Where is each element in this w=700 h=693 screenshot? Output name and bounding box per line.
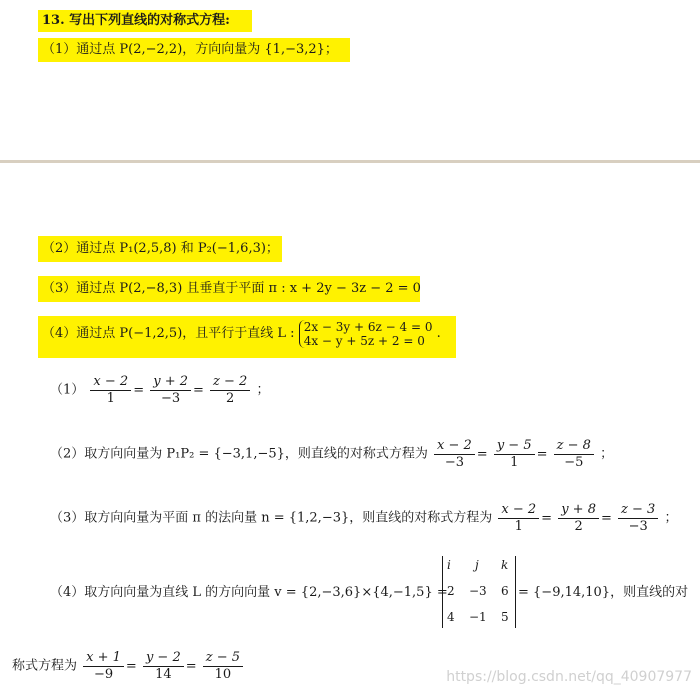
answer-2-text: （2）取方向向量为 P₁P₂ = {−3,1,−5}，则直线的对称式方程为: [50, 446, 428, 462]
a4-frac-z: $\frac{z - 5}{10}$: [203, 650, 243, 683]
question-2: （2）通过点 P₁(2,5,8) 和 P₂(−1,6,3)；: [42, 241, 279, 256]
a3-frac-z: $\frac{z - 3}{-3}$: [618, 502, 658, 535]
det-cell: 5: [501, 610, 509, 624]
a3-frac-y: $\frac{y + 8}{2}$: [558, 502, 599, 535]
question-4-prefix: （4）通过点 P(−1,2,5)，且平行于直线 L :: [42, 326, 295, 341]
answer-2-end: ；: [600, 446, 614, 462]
line-L-eq1: 2x − 3y + 6z − 4 = 0: [303, 320, 433, 334]
a2-frac-y: $\frac{y - 5}{1}$: [494, 438, 535, 471]
det-cell: 4: [447, 610, 455, 624]
answer-4-text: （4）取方向向量为直线 L 的方向向量 v = {2,−3,6}×{4,−1,5} =: [50, 585, 448, 600]
answer-3-end: ；: [664, 510, 678, 526]
a4-frac-x: $\frac{x + 1}{-9}$: [83, 650, 124, 683]
a1-frac-y: $\frac{y + 2}{-3}$: [150, 374, 191, 407]
det-cell: 6: [501, 584, 509, 598]
determinant: [442, 556, 516, 628]
det-cell: i: [447, 558, 451, 572]
question-4-suffix: .: [436, 326, 441, 341]
a2-frac-x: $\frac{x - 2}{-3}$: [434, 438, 475, 471]
det-cell: j: [475, 558, 479, 572]
det-cell: 2: [447, 584, 455, 598]
a1-frac-x: $\frac{x - 2}{1}$: [90, 374, 131, 407]
a2-frac-z: $\frac{z - 8}{-5}$: [554, 438, 594, 471]
answer-3-text: （3）取方向向量为平面 π 的法向量 n = {1,2,−3}，则直线的对称式方程为: [50, 510, 493, 526]
answer-2: （2）取方向向量为 P₁P₂ = {−3,1,−5}，则直线的对称式方程为 $\frac{x - 2}{-3}$ = $\frac{y - 5}{1}$ = $\frac{z - 8}{-5}$ ；: [50, 438, 614, 470]
answer-1: （1） $\frac{x - 2}{1}$ = $\frac{y + 2}{-3}$ = $\frac{z - 2}{2}$ ；: [50, 374, 270, 406]
answer-1-end: ；: [256, 382, 270, 398]
question-1: （1）通过点 P(2,−2,2)，方向向量为 {1,−3,2}；: [42, 42, 338, 57]
a4-frac-y: $\frac{y - 2}{14}$: [143, 650, 184, 683]
answer-4-cont-text: 称式方程为: [12, 658, 78, 674]
watermark: https://blog.csdn.net/qq_40907977: [446, 669, 692, 685]
det-cell: k: [501, 558, 509, 572]
a1-frac-z: $\frac{z - 2}{2}$: [210, 374, 250, 407]
line-L-eq2: 4x − y + 5z + 2 = 0: [303, 334, 425, 348]
page-separator: [0, 160, 700, 163]
problem-title: 13. 写出下列直线的对称式方程:: [42, 13, 230, 28]
answer-1-label: （1）: [50, 382, 85, 398]
det-cell: −1: [469, 610, 487, 624]
question-3: （3）通过点 P(2,−8,3) 且垂直于平面 π : x + 2y − 3z − 2 = 0: [42, 281, 421, 296]
det-cell: −3: [469, 584, 487, 598]
line-L-system: [299, 320, 433, 348]
question-4: [42, 320, 441, 348]
a3-frac-x: $\frac{x - 2}{1}$: [498, 502, 539, 535]
answer-4-result: = {−9,14,10}，则直线的对: [518, 585, 689, 600]
answer-3: （3）取方向向量为平面 π 的法向量 n = {1,2,−3}，则直线的对称式方程为 $\frac{x - 2}{1}$ = $\frac{y + 8}{2}$ = $\frac{z - 3}{-3}$ ；: [50, 502, 678, 534]
answer-4-continuation: 称式方程为 $\frac{x + 1}{-9}$ = $\frac{y - 2}{14}$ = $\frac{z - 5}{10}$: [12, 650, 245, 683]
